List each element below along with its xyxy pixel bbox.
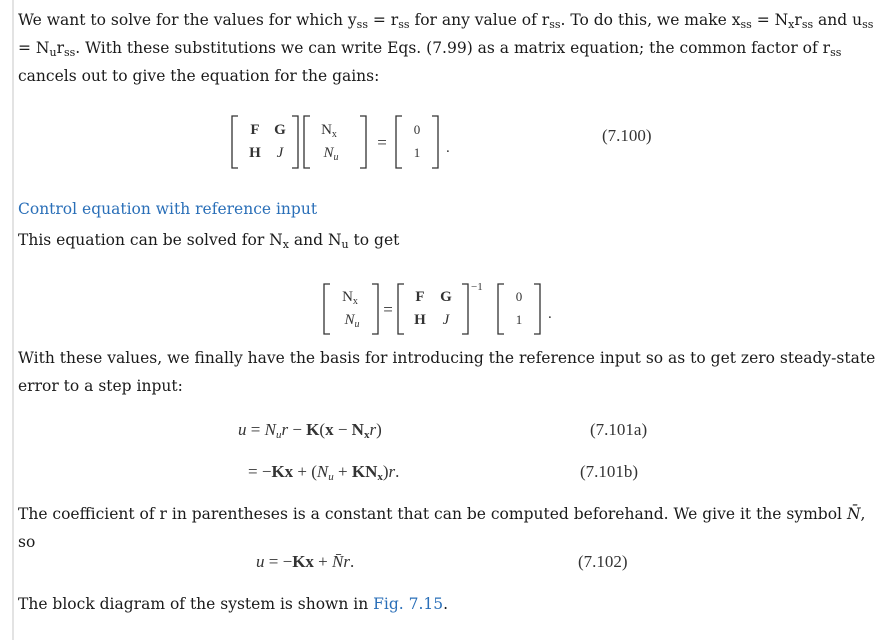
paragraph-coefficient: The coefficient of r in parentheses is a constant that can be computed beforehand. We give it the symbol N̄, so: [18, 505, 866, 551]
equals-sign: =: [377, 133, 387, 152]
matrix-entry-g: G: [440, 289, 452, 305]
matrix-entry-h: H: [414, 312, 426, 328]
section-heading-link[interactable]: Control equation with reference input: [18, 200, 318, 218]
equation-number-7-102: (7.102): [578, 552, 628, 571]
matrix-entry-j: J: [442, 312, 450, 328]
period: .: [548, 306, 552, 322]
equals-sign: =: [383, 300, 393, 319]
equation-number-7-100: (7.100): [602, 126, 652, 145]
matrix-entry-f: F: [250, 122, 260, 138]
vector-nx: $N_x$: [321, 122, 337, 140]
rhs-entry-0: 0: [515, 289, 523, 304]
rhs-entry-0: 0: [413, 122, 421, 137]
matrix-entry-h: H: [249, 145, 261, 161]
equation-7-100: [222, 112, 472, 172]
paragraph-substitution: We want to solve for the values for which $y_{ss} = r_{ss}$ for any value of $r_{ss}$. To do this, we make $x_{ss} = N_xr_{ss}$ and $u_{ss} = N_ur_{ss}$. With these substitutions we can write Eqs. (7.99) as a matrix equation; the common factor of $r_{ss}$ cancels out to give the equation for the gains:: [18, 11, 874, 85]
equation-number-7-101a: (7.101a): [590, 420, 648, 439]
paragraph-block-diagram: The block diagram of the system is shown in Fig. 7.15.: [18, 595, 449, 613]
vector-nu: $N_u$: [344, 312, 360, 330]
equation-number-7-101b: (7.101b): [580, 462, 639, 481]
vector-nu: $N_u$: [323, 145, 339, 163]
vector-nx: $N_x$: [342, 289, 358, 307]
rhs-entry-1: 1: [515, 312, 523, 327]
symbol-n-bar: N̄: [846, 505, 861, 523]
matrix-entry-g: G: [274, 122, 286, 138]
equation-7-102: u = −Kx + N̄r.: [256, 552, 355, 571]
matrix-entry-j: J: [276, 145, 284, 161]
inverse-superscript: −1: [471, 281, 483, 293]
matrix-entry-f: F: [415, 289, 425, 305]
equation-7-101a: $u = N_ur - K(x - N_xr)$: [238, 420, 382, 441]
figure-link[interactable]: Fig. 7.15: [373, 595, 444, 613]
period: .: [446, 140, 450, 156]
paragraph-reference-input: With these values, we finally have the basis for introducing the reference input so as to get zero steady-state error to a step input:: [18, 349, 876, 395]
equation-gain-solution: [314, 278, 584, 338]
equation-7-101b: = $-Kx + (N_u + KN_x)r$.: [248, 462, 400, 483]
paragraph-solve: This equation can be solved for $N_x$ and $N_u$ to get: [18, 231, 400, 251]
rhs-entry-1: 1: [413, 145, 421, 160]
